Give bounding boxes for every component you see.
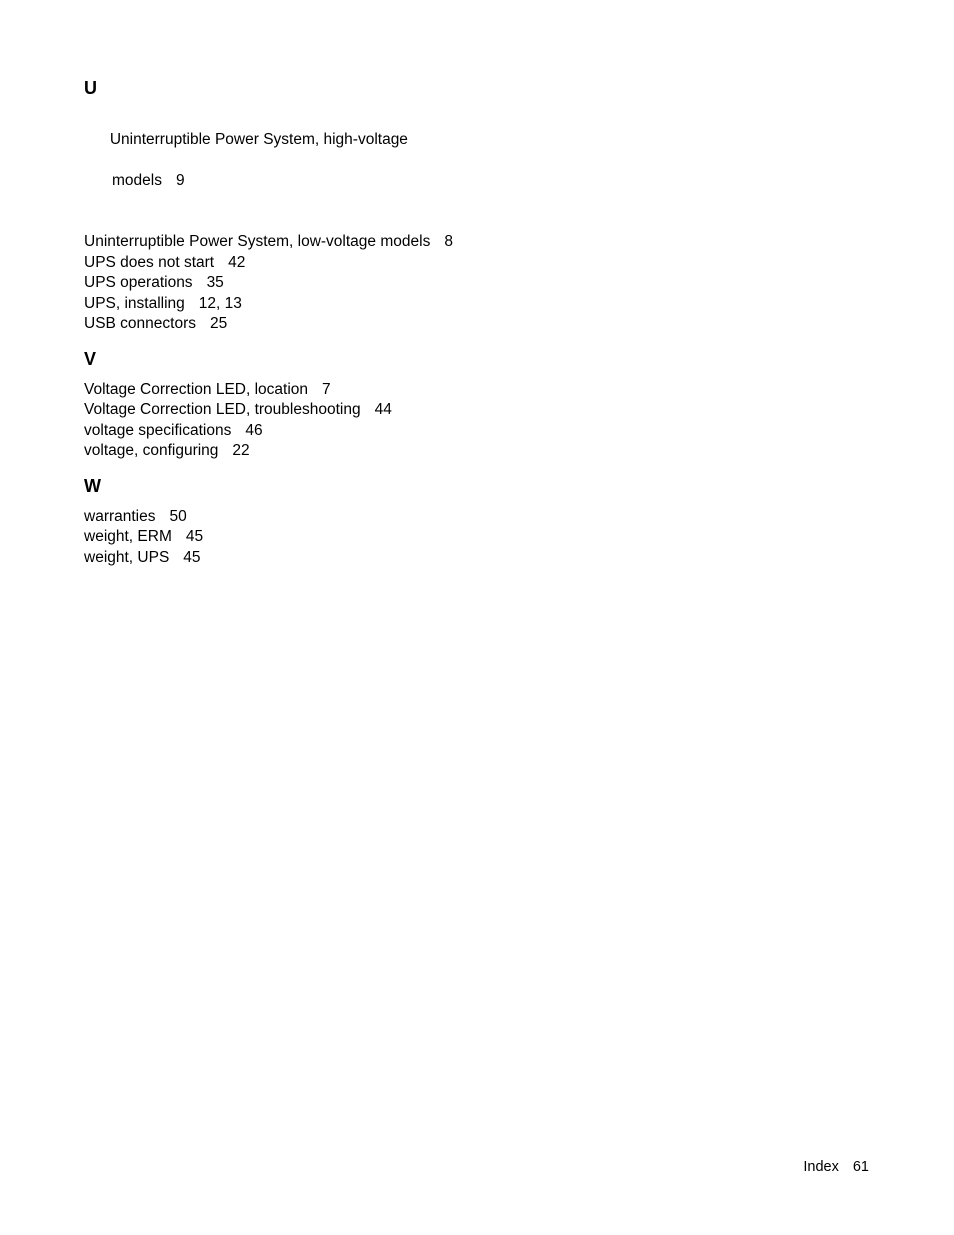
- entry-page-link[interactable]: 8: [444, 233, 453, 250]
- index-entry: [84, 109, 564, 232]
- entry-term: weight, ERM: [84, 528, 172, 545]
- entry-term: UPS operations: [84, 274, 193, 291]
- index-content: [84, 78, 564, 568]
- index-entry: [84, 294, 564, 315]
- index-section-u: [84, 78, 564, 335]
- entry-page-link[interactable]: 42: [228, 253, 246, 271]
- index-entry: [84, 253, 564, 274]
- index-entry: [84, 548, 564, 569]
- entry-term: UPS does not start: [84, 253, 215, 271]
- page-footer: [803, 1158, 869, 1176]
- index-entry: [84, 527, 564, 548]
- index-entry: [84, 421, 564, 442]
- index-entry: [84, 314, 564, 335]
- entry-term-continued: models: [112, 171, 162, 189]
- section-letter: V: [84, 348, 97, 369]
- entry-term: Voltage Correction LED, troubleshooting: [84, 401, 361, 418]
- entry-page-link[interactable]: 25: [210, 315, 228, 332]
- entry-page-link[interactable]: 50: [169, 507, 187, 525]
- index-entry: [84, 441, 564, 462]
- section-letter: U: [84, 78, 97, 98]
- index-section-v: [84, 349, 564, 462]
- section-letter: W: [84, 475, 101, 496]
- entry-term: weight, UPS: [84, 548, 170, 566]
- index-entry: [84, 400, 564, 421]
- entry-term: USB connectors: [84, 315, 196, 332]
- entry-term: voltage, configuring: [84, 442, 219, 459]
- entry-term: Voltage Correction LED, location: [84, 380, 309, 398]
- entry-term: UPS, installing: [84, 294, 185, 312]
- entry-page-link[interactable]: 12, 13: [198, 294, 242, 312]
- entry-continuation: [84, 171, 564, 192]
- entry-page-link[interactable]: 46: [245, 421, 263, 439]
- entry-page-link[interactable]: 44: [374, 401, 392, 418]
- entry-page-link[interactable]: 22: [232, 442, 250, 459]
- entry-term: Uninterruptible Power System, high-voltage: [109, 130, 408, 148]
- entry-term: warranties: [84, 507, 156, 525]
- entry-page-link[interactable]: 7: [322, 380, 331, 398]
- index-entry: [84, 273, 564, 294]
- entry-page-link[interactable]: 9: [175, 171, 185, 189]
- index-entry: [84, 507, 564, 528]
- index-section-w: [84, 476, 564, 569]
- index-entry: [84, 232, 564, 253]
- page-number: 61: [852, 1159, 869, 1175]
- entry-page-link[interactable]: 45: [183, 548, 201, 566]
- entry-page-link[interactable]: 35: [206, 274, 224, 291]
- footer-label: Index: [803, 1159, 839, 1175]
- entry-page-link[interactable]: 45: [185, 528, 204, 545]
- entry-term: voltage specifications: [84, 421, 232, 439]
- entry-term: Uninterruptible Power System, low-voltage models: [84, 233, 431, 250]
- index-entry: [84, 380, 564, 401]
